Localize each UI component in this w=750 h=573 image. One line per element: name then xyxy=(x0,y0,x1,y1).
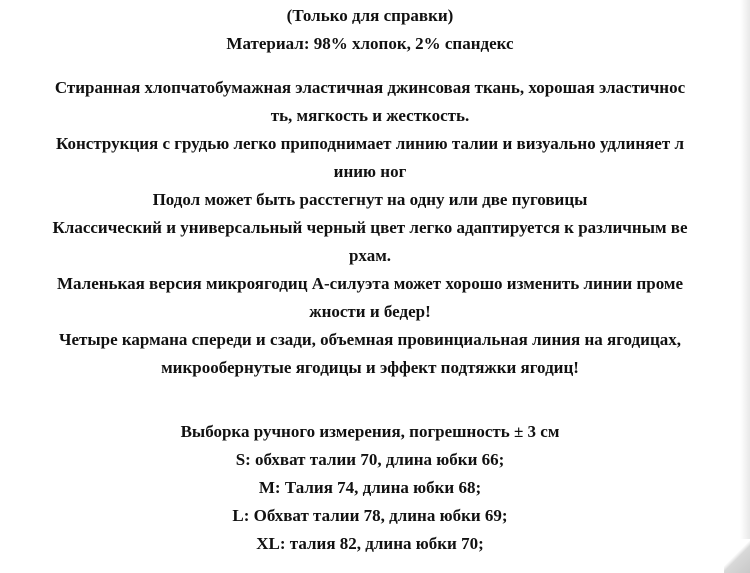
description-line: Классический и универсальный черный цвет легко адаптируется к различным ве xyxy=(52,218,688,237)
size-l-measurement: L: Обхват талии 78, длина юбки 69; xyxy=(232,506,508,525)
description-line: Конструкция с грудью легко приподнимает линию талии и визуально удлиняет л xyxy=(56,134,684,153)
page-edge-shadow xyxy=(740,0,750,573)
description-line: Четыре кармана спереди и сзади, объемная провинциальная линия на ягодицах, xyxy=(58,330,681,349)
description-line: жности и бедер! xyxy=(309,302,431,321)
material-line: Материал: 98% хлопок, 2% спандекс xyxy=(226,34,514,53)
description-line: инию ног xyxy=(333,162,407,181)
measurements-title: Выборка ручного измерения, погрешность ± 3 см xyxy=(180,422,560,441)
size-xl-measurement: XL: талия 82, длина юбки 70; xyxy=(256,534,484,553)
description-line: Стиранная хлопчатобумажная эластичная джинсовая ткань, хорошая эластичнос xyxy=(54,78,686,97)
size-m-measurement: M: Талия 74, длина юбки 68; xyxy=(258,478,482,497)
description-line: Маленькая версия микроягодиц A-силуэта может хорошо изменить линии проме xyxy=(56,274,684,293)
description-line: ть, мягкость и жесткость. xyxy=(270,106,470,125)
page-corner-fold xyxy=(724,539,750,573)
description-line: рхам. xyxy=(348,246,392,265)
description-line: микрообернутые ягодицы и эффект подтяжки ягодиц! xyxy=(161,358,579,377)
size-s-measurement: S: обхват талии 70, длина юбки 66; xyxy=(235,450,505,469)
description-line: Подол может быть расстегнут на одну или две пуговицы xyxy=(152,190,588,209)
reference-note: (Только для справки) xyxy=(286,6,454,25)
